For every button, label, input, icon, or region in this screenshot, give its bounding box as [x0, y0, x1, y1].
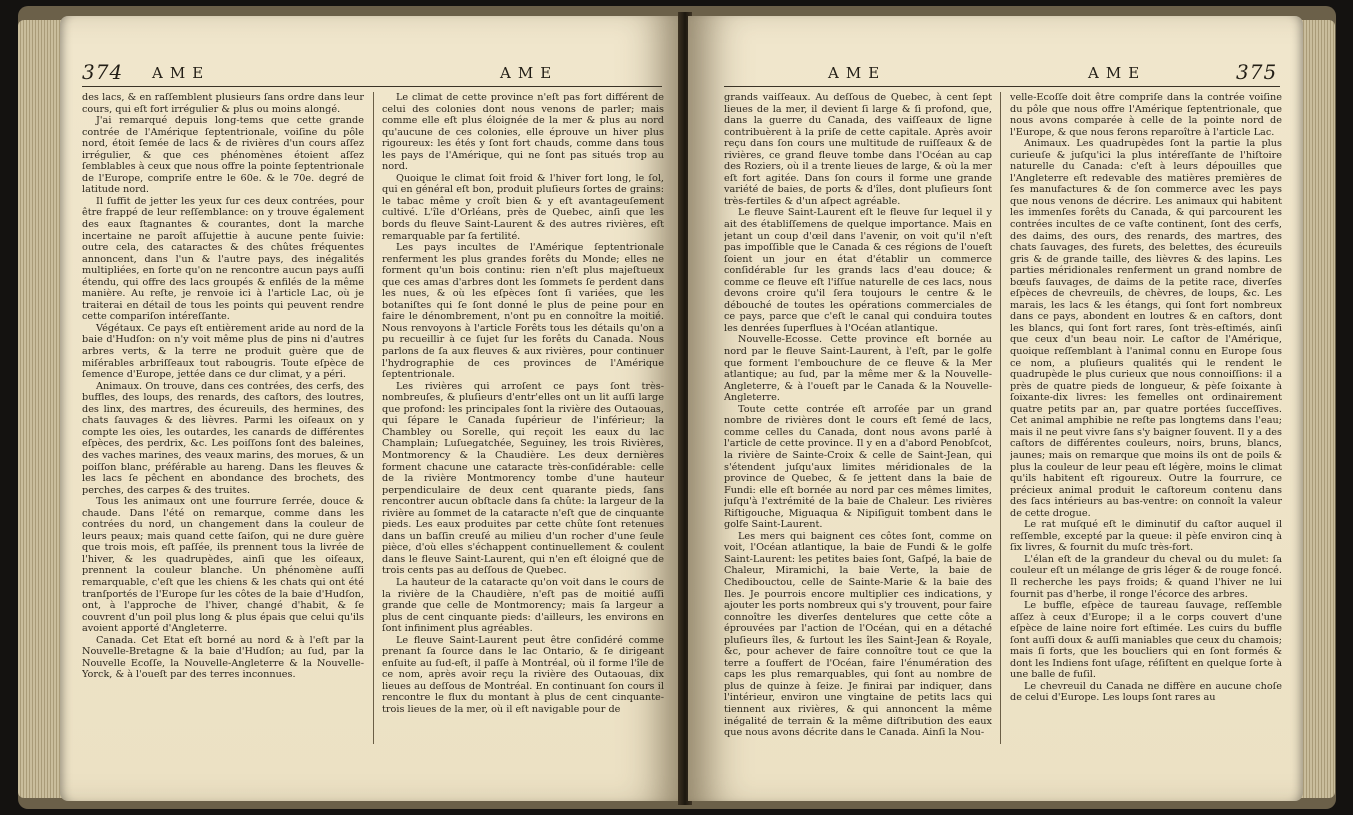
paragraph: Le chevreuil du Canada ne diffère en aucune choſe de celui d'Europe. Les loups ſont rares au: [1010, 680, 1282, 704]
paragraph: Il ſuffit de jetter les yeux ſur ces deux contrées, pour être frappé de leur reſſemblance: on y trouve également des eaux ſtagnantes & courantes, dont la marche incertaine ne paroît aſſujettie à aucune pente ſuivie: outre cela, des cataractes & des chûtes fréquentes annoncent, dans l'un & l'autre pays, des inégalités multipliées, en ſorte qu'on ne rencontre aucun pays auſſi étendu, qui offre des lacs groupés & enfilés de la même manière. Au reſte, je renvoie ici à l'article Lac, où je traiterai en détail de tous les points qui peuvent rendre cette compariſon intéreſſante.: [82, 195, 364, 323]
right-header-rule: [724, 86, 1280, 87]
paragraph: La hauteur de la cataracte qu'on voit dans le cours de la rivière de la Chaudière, n'eſt pas de moitié auſſi grande que celle de Montmorency; mais ſa largeur a plus de cent cinquante pieds: d'ailleurs, les environs en ſont infiniment plus agréables.: [382, 576, 664, 635]
left-running-header-left: AME: [152, 64, 211, 82]
paragraph: Nouvelle-Ecosse. Cette province eſt bornée au nord par le fleuve Saint-Laurent, à l'eſt, par le golfe que forment l'embouchure de ce fleuve & la Mer atlantique; au ſud, par la même mer & la Nouvelle-Angleterre, & à l'oueſt par le Canada & la Nouvelle-Angleterre.: [724, 334, 992, 404]
paragraph: Végétaux. Ce pays eſt entièrement aride au nord de la baie d'Hudſon: on n'y voit même plus de pins ni d'autres arbres verts, & la terre ne produit guère que de miſérables arbriſſeaux tout rabougris. Toute eſpèce de ſemence d'Europe, jettée dans ce dur climat, y a péri.: [82, 322, 364, 381]
left-column-divider: [373, 92, 374, 744]
paragraph: Le fleuve Saint-Laurent eſt le fleuve ſur lequel il y ait des établiſſemens de quelque importance. Mais en jetant un coup d'œil dans l'avenir, on voit qu'il n'eſt pas impoſſible que le Canada & ces régions de l'oueſt ſoient un jour en état d'établir un commerce conſidérable ſur les grands lacs d'eau douce; & comme ce fleuve eſt l'iſſue naturelle de ces lacs, nous devons croire qu'il ſera toujours le centre & le débouché de toutes les opérations commerciales de ce pays, parce que c'eſt le canal qui conduira toutes les denrées ſuperflues à l'Océan atlantique.: [724, 207, 992, 334]
right-page-number: 375: [1236, 60, 1278, 84]
paragraph: Les pays incultes de l'Amérique ſeptentrionale renferment les plus grandes forêts du Monde; elles ne forment qu'un bois continu: rien n'eſt plus majeſtueux que ces amas d'arbres dont les ſommets ſe perdent dans les nues, & où les eſpèces ſont ſi variées, que les botaniſtes qui ſe ſont donné le plus de peine pour en faire le dénombrement, n'ont pu en connoître la moitié. Nous renvoyons à l'article Forêts tous les détails qu'on a pu recueillir à ce ſujet ſur les forêts du Canada. Nous parlons de ſa aux fleuves & aux rivières, pour continuer l'hydrographie de ces provinces de l'Amérique ſeptentrionale.: [382, 242, 664, 381]
right-running-header-right: AME: [1088, 64, 1147, 82]
right-column-2: [1010, 92, 1282, 744]
paragraph: Le rat muſqué eſt le diminutif du caſtor auquel il reſſemble, excepté par la queue: il pèſe environ cinq à ſix livres, & fournit du muſc très-fort.: [1010, 519, 1282, 554]
paragraph: Toute cette contrée eſt arroſée par un grand nombre de rivières dont le cours eſt ſemé de lacs, comme celles du Canada, dont nous avons parlé à l'article de cette province. Il y en a d'abord Penobſcot, la rivière de Sainte-Croix & celle de Saint-Jean, qui s'étendent juſqu'aux limites méridionales de la province de Quebec, & ſe jettent dans la baie de Fundi: elle eſt bornée au nord par ces mêmes limites, juſqu'à l'extrémité de la baie de Chaleur. Les rivières Riſtigouche, Miguaqua & Nipiſiguit tombent dans le golfe Saint-Laurent.: [724, 403, 992, 531]
paragraph: L'élan eſt de la grandeur du cheval ou du mulet: ſa couleur eſt un mélange de gris léger & de rouge foncé. Il recherche les pays froids; & quand l'hiver ne lui fournit pas d'herbe, il ronge l'écorce des arbres.: [1010, 553, 1282, 600]
paragraph: J'ai remarqué depuis long-tems que cette grande contrée de l'Amérique ſeptentrionale, voiſine du pôle nord, étoit ſemée de lacs & de rivières d'un cours aſſez irrégulier, & que ces phénomènes étoient aſſez ſemblables à ceux que nous offre la pointe ſeptentrionale de l'Europe, compriſe entre le 60e. & le 70e. degré de latitude nord.: [82, 115, 364, 196]
paragraph: Tous les animaux ont une fourrure ſerrée, douce & chaude. Dans l'été on remarque, comme dans les contrées du nord, un changement dans la couleur de leurs peaux; mais quand cette ſaiſon, qui ne dure guère que trois mois, eſt paſſée, ils prennent tous la livrée de l'hiver, & les quadrupèdes, ainſi que les oiſeaux, prennent la couleur blanche. Un phénomène auſſi remarquable, c'eſt que les chiens & les chats qui ont été tranſportés de l'Europe ſur les côtes de la baie d'Hudſon, ont, à l'approche de l'hiver, changé d'habit, & ſe couvrent d'un poil plus long & plus épais que celui qu'ils avoient apporté d'Angleterre.: [82, 496, 364, 635]
paragraph: Animaux. On trouve, dans ces contrées, des cerfs, des buffles, des loups, des renards, des caſtors, des loutres, des linx, des martres, des écureuils, des hermines, des chats ſauvages & des lièvres. Parmi les oiſeaux on y compte les oies, les outardes, les canards de différentes eſpèces, des perdrix, &c. Les poiſſons ſont des baleines, des vaches marines, des veaux marins, des morues, & un poiſſon blanc, préférable au hareng. Dans les fleuves & les lacs ſe pêchent en abondance des brochets, des perches, des carpes & des truites.: [82, 380, 364, 496]
paragraph: Les rivières qui arroſent ce pays ſont très-nombreuſes, & pluſieurs d'entr'elles ont un lit auſſi large que profond: les principales ſont la rivière des Outaouas, qui ſépare le Canada ſupérieur de l'inférieur; la Chambley ou Sorelle, qui reçoit les eaux du lac Champlain; Luſuegatchée, Seguiney, les trois Rivières, Montmorency & la Chaudière. Les deux dernières forment chacune une cataracte très-conſidérable: celle de la rivière Montmorency tombe d'une hauteur perpendiculaire de deux cent quarante pieds, ſans rencontrer aucun obſtacle dans ſa chûte: la largeur de la rivière au ſommet de la cataracte n'eſt que de cinquante pieds. Les eaux produites par cette chûte ſont retenues dans un baſſin creuſé au milieu d'un rocher d'une ſeule pièce, d'où elles s'échappent continuellement & coulent dans le fleuve Saint-Laurent, qui n'en eſt éloigné que de trois cents pas au deſſous de Quebec.: [382, 380, 664, 577]
paragraph: Le climat de cette province n'eſt pas fort différent de celui des colonies dont nous venons de parler; mais comme elle eſt plus éloignée de la mer & plus au nord qu'aucune de ces colonies, elle éprouve un hiver plus rigoureux: les étés y ſont fort chauds, comme dans tous les pays de l'Amérique, qui ne ſont pas situés trop au nord.: [382, 92, 664, 173]
paragraph: des lacs, & en raſſemblent plusieurs ſans ordre dans leur cours, qui eſt fort irrégulier & plus ou moins alongé.: [82, 92, 364, 115]
paragraph: Le fleuve Saint-Laurent peut être conſidéré comme prenant ſa ſource dans le lac Ontario, & ſe dirigeant enſuite au ſud-eſt, il paſſe à Montréal, où il forme l'île de ce nom, après avoir reçu la rivière des Outaouas, dix lieues au deſſous de Montréal. En continuant ſon cours il rencontre le flux du montant à plus de cent cinquante-trois lieues de la mer, où il eſt navigable pour de: [382, 634, 664, 715]
open-book: [18, 6, 1336, 809]
paragraph: velle-Ecoſſe doit être compriſe dans la contrée voiſine du pôle que nous offre l'Amérique ſeptentrionale, que nous avons comparée à celle de la pointe nord de l'Europe, & que nous ferons reparoître à l'article Lac.: [1010, 92, 1282, 138]
left-column-2: [382, 92, 664, 744]
paragraph: Le buffle, eſpèce de taureau ſauvage, reſſemble aſſez à ceux d'Europe; il a le corps couvert d'une eſpèce de laine noire fort eſtimée. Les cuirs du buffle ſont auſſi doux & auſſi maniables que ceux du chamois; mais ſi forts, que les boucliers qui en ſont formés & dont les Indiens font uſage, réſiſtent en quelque ſorte à une balle de fuſil.: [1010, 600, 1282, 681]
paragraph: Canada. Cet Etat eſt borné au nord & à l'eſt par la Nouvelle-Bretagne & la baie d'Hudſon; au ſud, par la Nouvelle Ecoſſe, la Nouvelle-Angleterre & la Nouvelle-Yorck, & à l'oueſt par des terres inconnues.: [82, 634, 364, 681]
right-column-1: [724, 92, 992, 744]
paragraph: Les mers qui baignent ces côtes ſont, comme on voit, l'Océan atlantique, la baie de Fundi & le golfe Saint-Laurent: les petites baies ſont, Gaſpé, la baie de Chaleur, Miramichi, la baie Verte, la baie de Chedibouctou, celle de Sainte-Marie & la baie des Iles. Je pourrois encore multiplier ces indications, y ajouter les ports nombreux qui s'y trouvent, pour faire connoître les diverſes dentelures que cette côte a éprouvées par l'action de l'Océan, qui en a détaché pluſieurs îles, & ſurtout les îles Saint-Jean & Royale, &c, pour achever de faire connoître tout ce que la terre a ſouffert de l'Océan, faire l'énumération des caps les plus remarquables, qui ſont au nombre de plus de quinze à ſeize. Je finirai par indiquer, dans l'intérieur, environ une vingtaine de petits lacs qui tiennent aux rivières, & qui annoncent la même inégalité de terrain & la même diſtribution des eaux que nous avons décrite dans le Canada. Ainſi la Nou-: [724, 530, 992, 739]
right-page: [688, 16, 1303, 801]
left-page-edges: [18, 20, 62, 798]
paragraph: Animaux. Les quadrupèdes ſont la partie la plus curieuſe & juſqu'ici la plus intéreſſante de l'hiſtoire naturelle du Canada: c'eſt à leurs dépouilles que l'Angleterre eſt redevable des matières premières de ſes manufactures & de ſon commerce avec les pays que nous venons de décrire. Les animaux qui habitent les immenſes forêts du Canada, & qui parcourent les contrées incultes de ce vaſte continent, ſont des cerfs, des daims, des ours, des renards, des martres, des chats ſauvages, des furets, des belettes, des écureuils gris & de grande taille, des lièvres & des lapins. Les parties méridionales renferment un grand nombre de bœufs ſauvages, de daims de la petite race, diverſes eſpèces de chevreuils, de chèvres, de loups, &c. Les marais, les lacs & les étangs, qui ſont fort nombreux dans ce pays, abondent en loutres & en caſtors, dont les blancs, qui ſont fort rares, ſont très-eſtimés, ainſi que ceux d'un beau noir. Le caſtor de l'Amérique, quoique reſſemblant à l'animal connu en Europe ſous ce nom, a pluſieurs qualités qui le rendent le quadrupède le plus curieux que nous connoiſſions: il a près de quatre pieds de longueur, & pèſe ſoixante à ſoixante-dix livres: les femelles ont ordinairement quatre petits par an, par quatre portées ſucceſſives. Cet animal amphibie ne reſte pas longtems dans l'eau; mais il ne peut vivre ſans s'y baigner ſouvent. Il y a des caſtors de différentes couleurs, noirs, bruns, blancs, jaunes; mais on remarque que moins ils ont de poils & plus la couleur de leur peau eſt légère, moins le climat qu'ils habitent eſt rigoureux. Outre la fourrure, ce précieux animal produit le caſtoreum contenu dans des ſacs intérieurs au bas-ventre: on connoît la valeur de cette drogue.: [1010, 138, 1282, 519]
paragraph: grands vaiſſeaux. Au deſſous de Quebec, à cent ſept lieues de la mer, il devient ſi large & ſi profond, que, dans la guerre du Canada, des vaiſſeaux de ligne contribuèrent à la priſe de cette capitale. Après avoir reçu dans ſon cours une multitude de ruiſſeaux & de rivières, ce grand fleuve tombe dans l'Océan au cap des Roziers, où il a trente lieues de large, & où la mer eſt fort agitée. Dans ſon cours il forme une grande variété de baies, de ports & d'îles, dont pluſieurs ſont très-fertiles & d'un aſpect agréable.: [724, 92, 992, 207]
paragraph: Quoique le climat ſoit froid & l'hiver fort long, le ſol, qui en général eſt bon, produit pluſieurs ſortes de grains: le tabac même y croît bien & y eſt avantageuſement cultivé. L'île d'Orléans, près de Quebec, ainſi que les bords du fleuve Saint-Laurent & des autres rivières, eſt remarquable par ſa fertilité.: [382, 172, 664, 242]
right-running-header-center: AME: [828, 64, 887, 82]
left-header-rule: [82, 86, 662, 87]
right-column-divider: [1000, 92, 1001, 744]
left-page-number: 374: [82, 60, 124, 84]
right-page-edges: [1301, 20, 1335, 798]
left-running-header-center: AME: [500, 64, 559, 82]
left-page: [60, 16, 682, 801]
left-column-1: [82, 92, 364, 744]
